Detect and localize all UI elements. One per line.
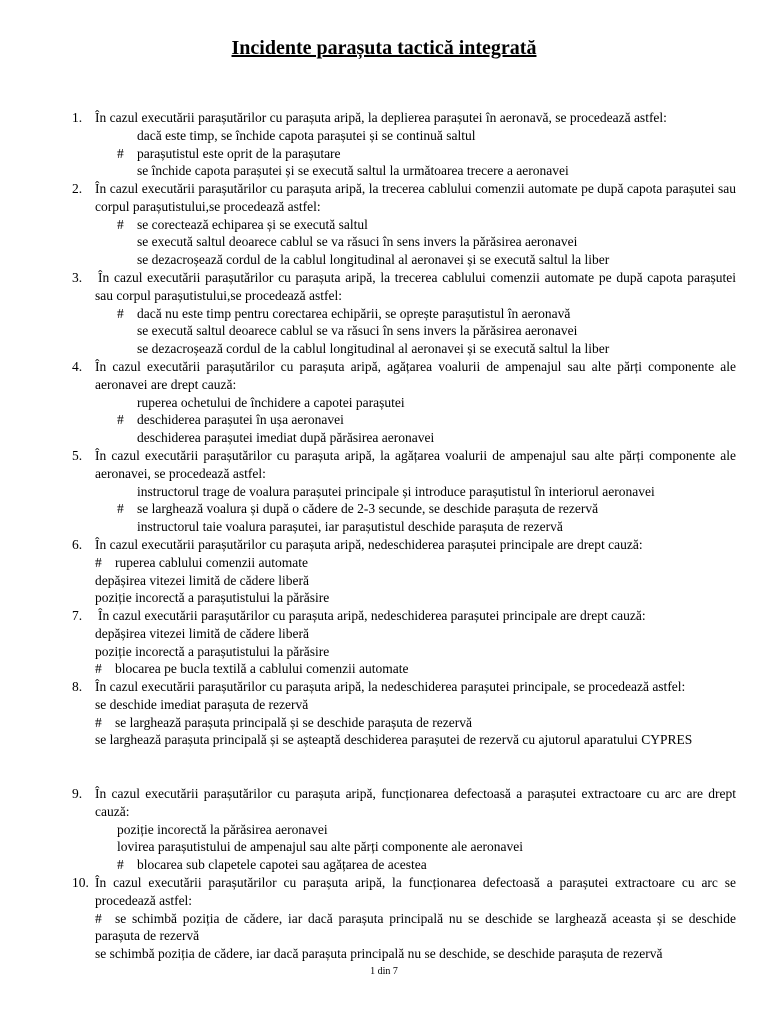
answer-text: poziție incorectă a parașutistului la părăsire bbox=[95, 643, 330, 659]
correct-answer-mark: # bbox=[117, 145, 124, 161]
answer-option bbox=[117, 856, 736, 874]
answer-text: se corectează echiparea și se execută saltul bbox=[137, 216, 368, 232]
answer-text: dacă nu este timp pentru corectarea echipării, se oprește parașutistul în aeronavă bbox=[137, 305, 571, 321]
answer-option bbox=[117, 500, 736, 518]
answer-text: instructorul trage de voalura parașutei principale și introduce parașutistul în interiorul aeronavei bbox=[137, 483, 655, 499]
answer-text: se schimbă poziția de cădere, iar dacă parașuta principală nu se deschide se larghează aceasta și se deschide parașuta de rezervă bbox=[95, 910, 736, 944]
answer-option bbox=[117, 821, 736, 839]
correct-answer-mark: # bbox=[95, 554, 102, 570]
question-2 bbox=[72, 180, 736, 269]
answer-option bbox=[95, 696, 736, 714]
answer-text: blocarea sub clapetele capotei sau agățarea de acestea bbox=[137, 857, 427, 873]
question-10 bbox=[72, 874, 736, 963]
answer-text: se larghează voalura și după o cădere de 2-3 secunde, se deschide parașuta de rezervă bbox=[137, 501, 599, 517]
answer-option bbox=[117, 162, 736, 180]
answer-text: deschiderea parașutei în ușa aeronavei bbox=[137, 412, 344, 428]
question-text: În cazul executării parașutărilor cu parașuta aripă, nedeschiderea parașutei principale are drept cauză: bbox=[98, 608, 646, 623]
question-number: 2. bbox=[72, 181, 83, 196]
answer-text: dacă este timp, se închide capota parașutei și se continuă saltul bbox=[137, 127, 476, 143]
answer-option bbox=[95, 589, 736, 607]
question-9 bbox=[72, 785, 736, 874]
question-number: 3. bbox=[72, 270, 83, 285]
answer-text: se închide capota parașutei și se execută saltul la următoarea trecere a aeronavei bbox=[137, 163, 569, 179]
question-number: 8. bbox=[72, 679, 83, 694]
answer-text: se larghează parașuta principală și se deschide parașuta de rezervă bbox=[115, 714, 472, 730]
answer-option bbox=[117, 429, 736, 447]
answer-text: parașutistul este oprit de la parașutare bbox=[137, 145, 341, 161]
answer-text: se dezacroșează cordul de la cablul longitudinal al aeronavei și se execută saltul la liber bbox=[137, 341, 610, 357]
question-text: În cazul executării parașutărilor cu parașuta aripă, la trecerea cablului comenzii automate pe după capota parașutei sau corpul parașutistului,se procedează astfel: bbox=[95, 181, 736, 214]
answer-text: se schimbă poziția de cădere, iar dacă parașuta principală nu se deschide, se deschide parașuta de rezervă bbox=[95, 946, 663, 962]
answer-option bbox=[95, 572, 736, 590]
question-text: În cazul executării parașutărilor cu parașuta aripă, nedeschiderea parașutei principale are drept cauză: bbox=[95, 537, 643, 552]
question-number: 1. bbox=[72, 110, 83, 125]
answer-option bbox=[117, 411, 736, 429]
question-text: În cazul executării parașutărilor cu parașuta aripă, la trecerea cablului comenzii automate pe după capota parașutei sau corpul parașutistului,se procedează astfel: bbox=[95, 270, 736, 303]
answer-option bbox=[117, 216, 736, 234]
question-4 bbox=[72, 358, 736, 447]
question-number: 7. bbox=[72, 608, 83, 623]
answer-text: ruperea ochetului de închidere a capotei parașutei bbox=[137, 394, 405, 410]
answer-text: blocarea pe bucla textilă a cablului comenzii automate bbox=[115, 661, 409, 677]
question-3 bbox=[72, 269, 736, 358]
question-number: 4. bbox=[72, 359, 83, 374]
answer-text: ruperea cablului comenzii automate bbox=[115, 554, 309, 570]
answer-text: se larghează parașuta principală și se așteaptă deschiderea parașutei de rezervă cu ajutorul aparatului CYPRES bbox=[95, 732, 693, 748]
question-6 bbox=[72, 536, 736, 607]
question-text: În cazul executării parașutărilor cu parașuta aripă, la deplierea parașutei în aeronavă, se procedează astfel: bbox=[95, 110, 667, 125]
question-text: În cazul executării parașutărilor cu parașuta aripă, la funcționarea defectoasă a parașutei extractoare cu arc se procedează astfel: bbox=[95, 875, 736, 908]
answer-option bbox=[95, 731, 736, 749]
answer-option bbox=[95, 714, 736, 732]
answer-option bbox=[117, 305, 736, 323]
correct-answer-mark: # bbox=[117, 412, 124, 428]
question-number: 9. bbox=[72, 786, 83, 801]
answer-text: se execută saltul deoarece cablul se va răsuci în sens invers la părăsirea aeronavei bbox=[137, 234, 578, 250]
answer-text: depășirea vitezei limită de cădere liberă bbox=[95, 572, 310, 588]
correct-answer-mark: # bbox=[117, 857, 124, 873]
page-title: Incidente parașuta tactică integrată bbox=[231, 37, 537, 59]
question-5 bbox=[72, 447, 736, 536]
answer-option bbox=[117, 251, 736, 269]
question-7 bbox=[72, 607, 736, 678]
question-text: În cazul executării parașutărilor cu parașuta aripă, agățarea voalurii de ampenajul sau alte părți componente ale aeronavei are drept cauză: bbox=[95, 359, 736, 392]
answer-option bbox=[117, 127, 736, 145]
answer-option bbox=[117, 322, 736, 340]
answer-option bbox=[95, 554, 736, 572]
question-8 bbox=[72, 678, 736, 749]
answer-option bbox=[95, 625, 736, 643]
question-text: În cazul executării parașutărilor cu parașuta aripă, la agățarea voalurii de ampenajul sau alte părți componente ale aeronavei, se procedează astfel: bbox=[95, 448, 736, 481]
question-text: În cazul executării parașutărilor cu parașuta aripă, funcționarea defectoasă a parașutei extractoare cu arc are drept cauză: bbox=[95, 786, 736, 819]
answer-option bbox=[117, 838, 736, 856]
answer-text: instructorul taie voalura parașutei, iar parașutistul deschide parașuta de rezervă bbox=[137, 519, 563, 535]
answer-text: se dezacroșează cordul de la cablul longitudinal al aeronavei și se execută saltul la liber bbox=[137, 252, 610, 268]
answer-option bbox=[117, 483, 736, 501]
answer-option bbox=[117, 233, 736, 251]
question-number: 5. bbox=[72, 448, 83, 463]
answer-text: poziție incorectă a parașutistului la părăsire bbox=[95, 590, 330, 606]
answer-option bbox=[117, 518, 736, 536]
page-number: 1 din 7 bbox=[370, 966, 398, 977]
correct-answer-mark: # bbox=[95, 661, 102, 677]
question-number: 6. bbox=[72, 537, 83, 552]
question-text: În cazul executării parașutărilor cu parașuta aripă, la nedeschiderea parașutei principale, se procedează astfel: bbox=[95, 679, 686, 694]
answer-option bbox=[117, 340, 736, 358]
correct-answer-mark: # bbox=[95, 714, 102, 730]
question-1 bbox=[72, 109, 736, 180]
question-number: 10. bbox=[72, 875, 89, 890]
answer-option bbox=[117, 145, 736, 163]
correct-answer-mark: # bbox=[95, 910, 102, 926]
correct-answer-mark: # bbox=[117, 216, 124, 232]
answer-text: se deschide imediat parașuta de rezervă bbox=[95, 696, 309, 712]
answer-option bbox=[95, 643, 736, 661]
answer-option bbox=[95, 945, 736, 963]
correct-answer-mark: # bbox=[117, 305, 124, 321]
answer-text: se execută saltul deoarece cablul se va răsuci în sens invers la părăsirea aeronavei bbox=[137, 323, 578, 339]
correct-answer-mark: # bbox=[117, 501, 124, 517]
answer-option bbox=[95, 660, 736, 678]
answer-text: poziție incorectă la părăsirea aeronavei bbox=[117, 821, 328, 837]
answer-option bbox=[117, 394, 736, 412]
answer-text: deschiderea parașutei imediat după părăsirea aeronavei bbox=[137, 430, 435, 446]
answer-option bbox=[95, 910, 736, 946]
answer-text: lovirea parașutistului de ampenajul sau alte părți componente ale aeronavei bbox=[117, 839, 523, 855]
answer-text: depășirea vitezei limită de cădere liberă bbox=[95, 625, 310, 641]
